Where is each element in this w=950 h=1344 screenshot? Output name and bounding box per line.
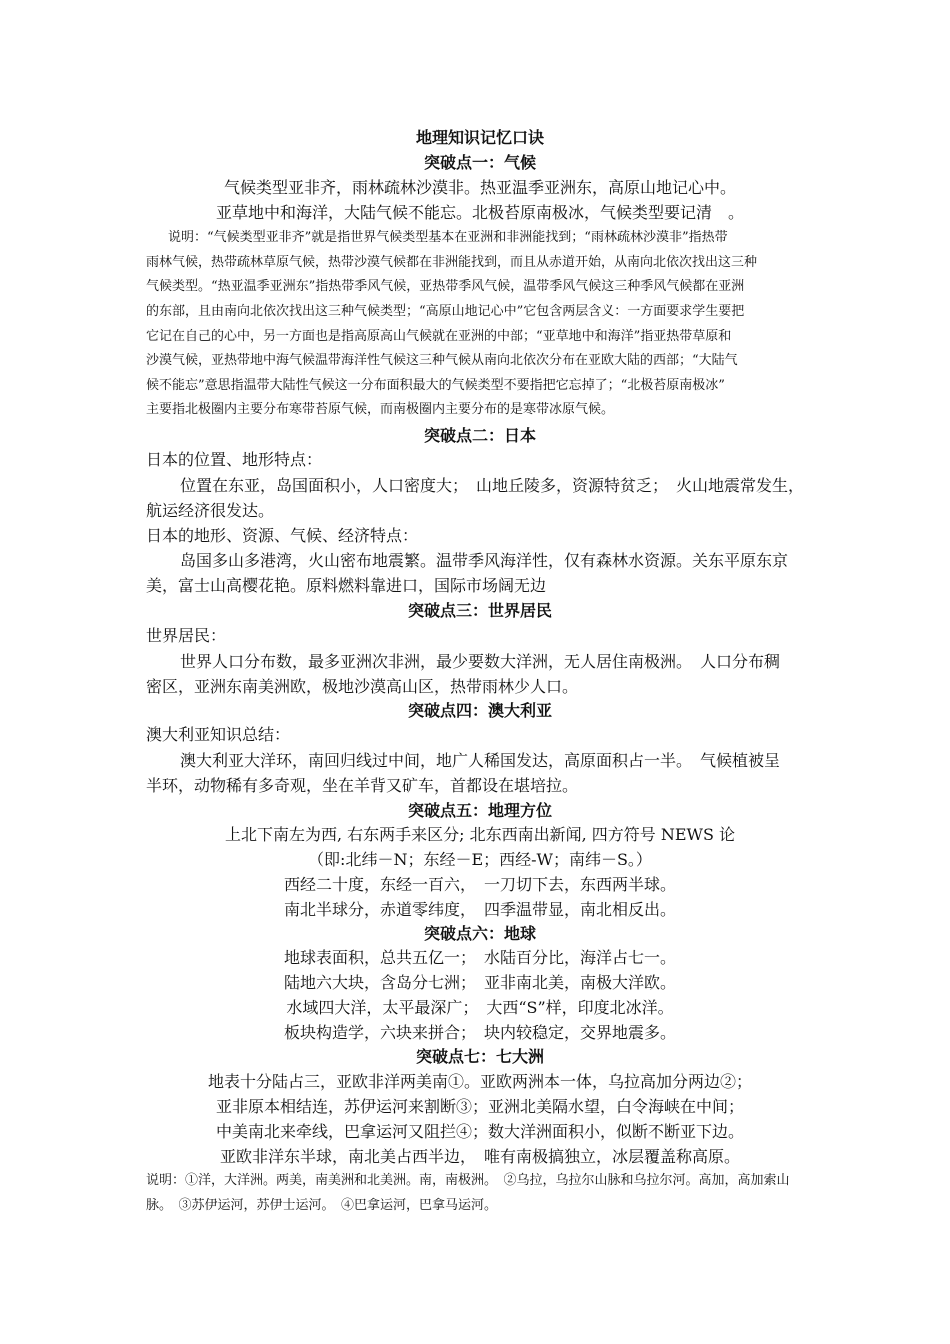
paragraph-line: 岛国多山多港湾，火山密布地震繁。温带季风海洋性，仅有森林水资源。关东平原东京 (180, 551, 789, 570)
paragraph-line: 澳大利亚大洋环，南回归线过中间，地广人稀国发达，高原面积占一半。 气候植被呈 (180, 751, 781, 770)
verse-line: 上北下南左为西, 右东两手来区分; 北东西南出新闻, 四方符号 NEWS 论 (224, 825, 736, 844)
paragraph-line: 世界人口分布数，最多亚洲次非洲，最少要数大洋洲，无人居住南极洲。 人口分布稠 (180, 652, 781, 671)
verse-line: （即:北纬－N；东经－E；西经-W；南纬－S。） (308, 850, 652, 869)
subheading: 日本的位置、地形特点： (146, 450, 323, 469)
verse-line: 西经二十度，东经一百六， 一刀切下去，东西两半球。 (283, 875, 676, 894)
note-line: 主要指北极圈内主要分布寒带苔原气候，而南极圈内主要分布的是寒带冰原气候。 (146, 402, 615, 417)
verse-line: 亚非原本相结连，苏伊运河来割断③；亚洲北美隔水望，白令海峡在中间； (215, 1097, 744, 1116)
verse-line: 亚草地中和海洋，大陆气候不能忘。北极苔原南极冰，气候类型要记清 。 (215, 203, 744, 222)
note-line: 沙漠气候，亚热带地中海气候温带海洋性气候这三种气候从南向北依次分布在亚欧大陆的西部；“大陆气 (146, 353, 738, 368)
verse-line: 陆地六大块，含岛分七洲； 亚非南北美，南极大洋欧。 (283, 973, 676, 992)
section-heading-climate: 突破点一：气候 (423, 153, 536, 172)
note-line: 说明：①洋，大洋洲。两美，南美洲和北美洲。南，南极洲。 ②乌拉，乌拉尔山脉和乌拉尔河。高加，高加索山 (146, 1173, 790, 1188)
verse-line: 气候类型亚非齐，雨林疏林沙漠非。热亚温季亚洲东，高原山地记心中。 (223, 178, 736, 197)
verse-line: 中美南北来牵线，巴拿运河又阻拦④；数大洋洲面积小，似断不断亚下边。 (215, 1122, 744, 1141)
note-line: 的东部，且由南向北依次找出这三种气候类型；“高原山地记心中”它包含两层含义：一方面要求学生要把 (146, 304, 745, 319)
section-heading-japan: 突破点二：日本 (423, 426, 536, 445)
paragraph-line: 密区，亚洲东南美洲欧，极地沙漠高山区，热带雨林少人口。 (146, 677, 579, 696)
paragraph-line: 半环，动物稀有多奇观，坐在羊背又矿车，首都设在堪培拉。 (146, 776, 579, 795)
paragraph-line: 位置在东亚，岛国面积小，人口密度大； 山地丘陵多，资源特贫乏； 火山地震常发生， (180, 476, 805, 495)
verse-line: 水域四大洋，太平最深广； 大西“S”样，印度北冰洋。 (286, 998, 674, 1017)
note-line: 它记在自己的心中，另一方面也是指高原高山气候就在亚洲的中部；“亚草地中和海洋”指亚热带草原和 (146, 329, 732, 344)
verse-line: 地表十分陆占三，亚欧非洋两美南①。亚欧两洲本一体，乌拉高加分两边②； (207, 1072, 752, 1091)
section-heading-population: 突破点三：世界居民 (407, 601, 552, 620)
section-heading-earth: 突破点六：地球 (423, 924, 536, 943)
note-line: 候不能忘”意思指温带大陆性气候这一分布面积最大的气候类型不要指把它忘掉了；“北极苔原南极冰” (146, 378, 725, 393)
note-line: 说明：“气候类型亚非齐”就是指世界气候类型基本在亚洲和非洲能找到；“雨林疏林沙漠非”指热带 (168, 230, 728, 245)
paragraph-line: 航运经济很发达。 (146, 501, 275, 520)
note-line: 脉。 ③苏伊运河，苏伊士运河。 ④巴拿运河，巴拿马运河。 (146, 1198, 498, 1213)
verse-line: 亚欧非洋东半球，南北美占西半边， 唯有南极搞独立，冰层覆盖称高原。 (219, 1147, 740, 1166)
note-line: 雨林气候，热带疏林草原气候，热带沙漠气候都在非洲能找到，而且从赤道开始，从南向北依次找出这三种 (146, 255, 758, 270)
subheading: 日本的地形、资源、气候、经济特点： (146, 526, 419, 545)
section-heading-australia: 突破点四：澳大利亚 (407, 701, 552, 720)
paragraph-line: 美，富士山高樱花艳。原料燃料靠进口，国际市场阔无边 (146, 576, 547, 595)
subheading: 澳大利亚知识总结： (146, 725, 291, 744)
verse-line: 板块构造学，六块来拼合； 块内较稳定，交界地震多。 (283, 1023, 676, 1042)
section-heading-directions: 突破点五：地理方位 (407, 801, 552, 820)
verse-line: 南北半球分，赤道零纬度， 四季温带显，南北相反出。 (283, 900, 676, 919)
document-title: 地理知识记忆口诀 (415, 128, 544, 147)
note-line: 气候类型。“热亚温季亚洲东”指热带季风气候，亚热带季风气候，温带季风气候这三种季风气候都在亚洲 (146, 279, 745, 294)
section-heading-continents: 突破点七：七大洲 (415, 1047, 544, 1066)
verse-line: 地球表面积，总共五亿一； 水陆百分比，海洋占七一。 (283, 948, 676, 967)
subheading: 世界居民： (146, 626, 227, 645)
